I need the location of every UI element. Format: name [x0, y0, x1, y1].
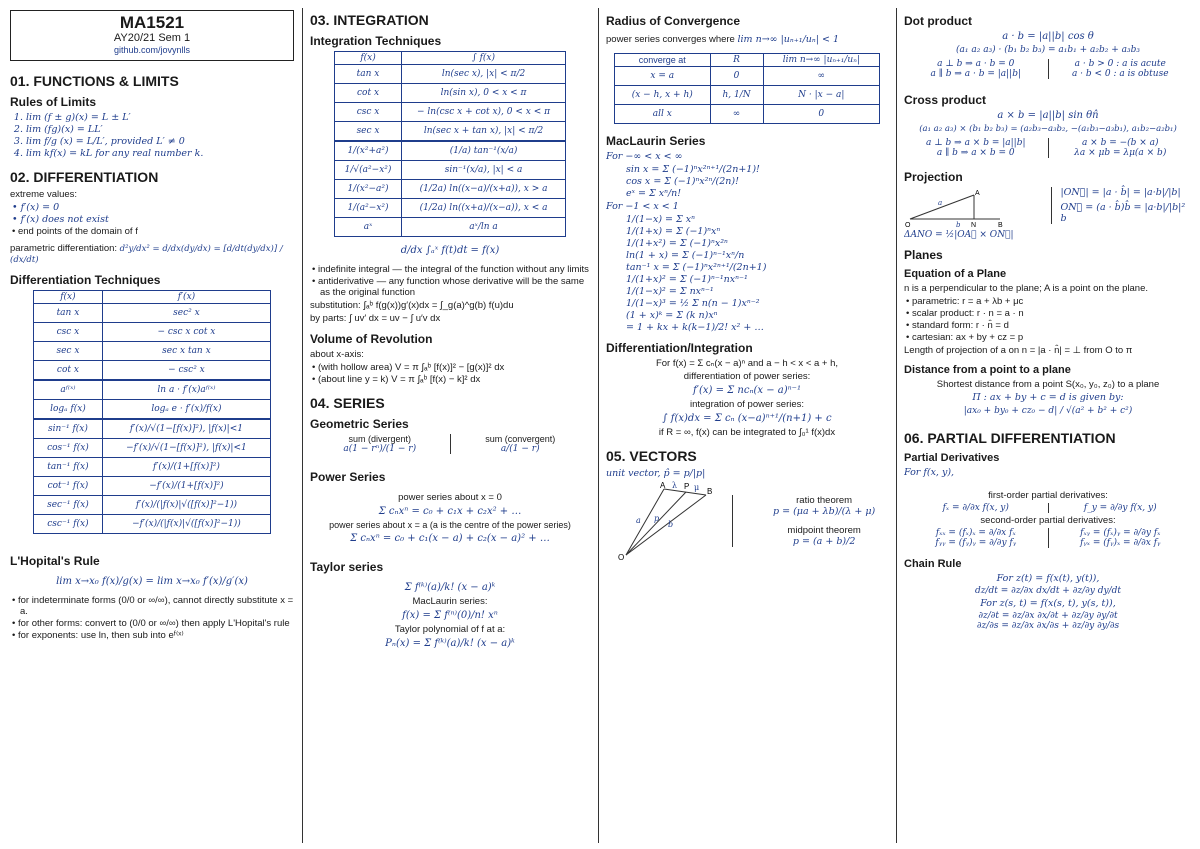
table-cell: 1/√(a²−x²)	[335, 161, 402, 180]
table-cell: cot x	[335, 84, 402, 103]
projection-length: |ON⃗| = |a · b̂| = |a·b|/|b|	[1060, 187, 1181, 198]
fy-formula: f_y = ∂/∂y f(x, y)	[1048, 503, 1193, 513]
list-item: 3. lim f/g (x) = L/L′, provided L′ ≠ 0	[26, 136, 294, 147]
fyy-formula: fᵧᵧ = (fᵧ)ᵧ = ∂/∂y fᵧ	[935, 538, 1017, 548]
column-2	[310, 8, 590, 845]
table-cell: sec² x	[102, 304, 270, 323]
list-item: • for exponents: use ln, then sub into eᶠ⁽ˣ⁾	[20, 630, 294, 641]
table-header: R	[710, 54, 763, 67]
cross-prop: a ∥ b ⇒ a × b = 0	[936, 148, 1015, 158]
projection-diagram	[904, 187, 1014, 227]
table-cell: − csc x cot x	[102, 323, 270, 342]
chain2b-formula: ∂z/∂s = ∂z/∂x ∂x/∂s + ∂z/∂y ∂y/∂s	[976, 621, 1120, 631]
diff-formula: f′(x) = Σ ncₙ(x − a)ⁿ⁻¹	[693, 385, 801, 396]
range-label: For −1 < x < 1	[606, 201, 679, 212]
ftc-formula: d/dx ∫ₐˣ f(t)dt = f(x)	[400, 245, 500, 256]
table-cell: h, 1/N	[710, 86, 763, 105]
list-item: • end points of the domain of f	[20, 226, 294, 237]
table-row	[335, 218, 566, 237]
projection-formulas	[1051, 187, 1192, 224]
table-cell: (x − h, x + h)	[615, 86, 711, 105]
subsection-heading: Dot product	[904, 14, 972, 28]
section-heading: 02. DIFFERENTIATION	[10, 169, 159, 185]
subsection-heading: L'Hopital's Rule	[10, 554, 100, 568]
first-order-label: first-order partial derivatives:	[988, 490, 1108, 501]
fx-formula: fₓ = ∂/∂x f(x, y)	[942, 503, 1009, 513]
taylor-poly-label: Taylor polynomial of f at a:	[394, 624, 506, 635]
dot-prop: a · b > 0 : a is acute	[1074, 59, 1166, 69]
sum-divergent-formula: a(1 − rⁿ)/(1 − r)	[343, 444, 417, 454]
table-row	[34, 342, 271, 361]
table-cell: csc⁻¹ f(x)	[34, 515, 103, 534]
list-item: • (with hollow area) V = π ∫ₐᵇ [f(x)]² − [g(x)]² dx	[320, 362, 590, 373]
table-header: lim n→∞ |uₙ₊₁/uₙ|	[763, 54, 879, 67]
ratio-formula: p = (μa + λb)/(λ + μ)	[773, 506, 876, 517]
series-expansion: 1/(1+x)² = Σ (−1)ⁿ⁻¹nxⁿ⁻¹	[626, 274, 748, 285]
table-row	[34, 323, 271, 342]
chain2-for: For z(s, t) = f(x(s, t), y(s, t)),	[980, 598, 1116, 609]
subsection-heading: Differentiation Techniques	[10, 273, 161, 287]
table-cell: sec⁻¹ f(x)	[34, 496, 103, 515]
table-cell: cos⁻¹ f(x)	[34, 439, 103, 458]
table-cell: sec x tan x	[102, 342, 270, 361]
list-item: • standard form: r · n̂ = d	[914, 320, 1192, 331]
subsection-heading: Integration Techniques	[310, 34, 442, 48]
table-row	[34, 380, 271, 400]
series-expansion: sin x = Σ (−1)ⁿx²ⁿ⁺¹/(2n+1)!	[626, 164, 760, 175]
list-item: • antiderivative — any function whose derivative will be the same as the original function	[320, 276, 590, 298]
differentiation-table	[33, 290, 271, 534]
table-row	[615, 86, 880, 105]
table-header: f′(x)	[102, 291, 270, 304]
subsection-heading: Projection	[904, 170, 963, 184]
title-box	[10, 10, 294, 61]
subsection-heading: Partial Derivatives	[904, 452, 1000, 464]
fyx-formula: fᵧₓ = (fᵧ)ₓ = ∂/∂x fᵧ	[1080, 538, 1161, 548]
distance-formula: |ax₀ + by₀ + cz₀ − d| / √(a² + b² + c²)	[963, 406, 1133, 416]
section-heading: 06. PARTIAL DIFFERENTIATION	[904, 430, 1116, 446]
lhopital-notes	[10, 595, 294, 641]
point-label: A	[660, 481, 666, 490]
table-row	[335, 161, 566, 180]
series-expansion: 1/(1−x)³ = ½ Σ n(n − 1)xⁿ⁻²	[626, 298, 760, 309]
by-parts-rule: by parts: ∫ uv′ dx = uv − ∫ u′v dx	[310, 313, 441, 324]
distance-plane: Π : ax + by + c = d is given by:	[972, 392, 1124, 403]
table-cell: cot x	[34, 361, 103, 381]
github-link[interactable]: github.com/jovynlls	[113, 45, 191, 55]
theorems-box	[732, 495, 875, 547]
point-label: B	[707, 487, 713, 496]
table-cell: −f′(x)/√(1−[f(x)]²), |f(x)|<1	[102, 439, 270, 458]
series-expansion: 1/(1−x) = Σ xⁿ	[626, 214, 695, 225]
int-formula: ∫ f(x)dx = Σ cₙ (x−a)ⁿ⁺¹/(n+1) + c	[662, 413, 832, 424]
series-expansion: 1/(1+x) = Σ (−1)ⁿxⁿ	[626, 226, 721, 237]
table-cell: csc x	[335, 103, 402, 122]
dot-prop: a ⊥ b ⇒ a · b = 0	[937, 59, 1015, 69]
table-cell: − csc² x	[102, 361, 270, 381]
table-cell: aˣ/ln a	[402, 218, 566, 237]
table-cell: sec x	[34, 342, 103, 361]
column-4	[904, 8, 1192, 845]
subsection-heading: Equation of a Plane	[904, 268, 1007, 280]
dot-def: a · b = |a||b| cos θ	[1002, 31, 1094, 42]
table-cell: aᶠ⁽ˣ⁾	[34, 380, 103, 400]
projection-vector: ON⃗ = (a · b̂)b̂ = |a·b|/|b|² b	[1060, 202, 1186, 224]
subsection-heading: Differentiation/Integration	[606, 341, 753, 355]
table-cell: f′(x)/√(1−[f(x)]²), |f(x)|<1	[102, 419, 270, 439]
table-row	[34, 477, 271, 496]
volume-about: about x-axis:	[310, 349, 364, 360]
plane-intro: n is a perpendicular to the plane; A is a point on the plane.	[904, 283, 1149, 294]
dot-prop: a ∥ b ⇒ a · b = |a||b|	[930, 69, 1021, 79]
ratio-label: μ	[694, 483, 700, 492]
list-item: • scalar product: r · n = a · n	[914, 308, 1192, 319]
volume-list	[310, 362, 590, 385]
column-3	[606, 8, 888, 845]
list-item: • for indeterminate forms (0/0 or ∞/∞), cannot directly substitute x = a.	[20, 595, 294, 617]
midpoint-formula: p = (a + b)/2	[792, 536, 856, 547]
point-label: A	[975, 190, 980, 197]
table-cell: x = a	[615, 67, 711, 86]
table-row	[615, 67, 880, 86]
list-item: • f′(x) = 0	[20, 202, 294, 213]
diff-label: differentiation of power series:	[683, 371, 811, 382]
section-heading: 05. VECTORS	[606, 448, 697, 464]
table-row	[335, 84, 566, 103]
table-cell: tan x	[335, 65, 402, 84]
cross-components: (a₁ a₂ a₃) × (b₁ b₂ b₃) = (a₂b₃−a₃b₂, −(a₁b₃−a₃b₁), a₁b₂−a₂b₁)	[919, 124, 1177, 134]
table-cell: ln(sec x), |x| < π/2	[402, 65, 566, 84]
table-cell: f′(x)/(1+[f(x)]²)	[102, 458, 270, 477]
table-cell: 1/(a²−x²)	[335, 199, 402, 218]
vector-label: b	[668, 520, 674, 529]
table-cell: (1/a) tan⁻¹(x/a)	[402, 141, 566, 161]
dot-properties	[904, 59, 1192, 79]
maclaurin-label: MacLaurin series:	[412, 596, 488, 607]
list-item: • f′(x) does not exist	[20, 214, 294, 225]
extreme-label: extreme values:	[10, 189, 78, 200]
table-cell: all x	[615, 105, 711, 124]
projection-length-note: Length of projection of a on n = |a · n̂| = ⊥ from O to π	[904, 345, 1133, 356]
projection-block	[904, 187, 1192, 240]
distance-intro: Shortest distance from a point S(x₀, y₀, z₀) to a plane	[936, 379, 1160, 390]
sum-convergent-formula: a/(1 − r)	[500, 444, 540, 454]
table-cell: sin⁻¹ f(x)	[34, 419, 103, 439]
ratio-label: ratio theorem	[796, 495, 853, 506]
subsection-heading: Planes	[904, 248, 943, 262]
table-cell: sin⁻¹(x/a), |x| < a	[402, 161, 566, 180]
parametric-formula: d²y/dx² = d/dx(dy/dx) = [d/dt(dy/dx)] / (dx/dt)	[10, 244, 283, 265]
fxx-formula: fₓₓ = (fₓ)ₓ = ∂/∂x fₓ	[935, 528, 1016, 538]
chain2a-formula: ∂z/∂t = ∂z/∂x ∂x/∂t + ∂z/∂y ∂y/∂t	[978, 611, 1118, 621]
table-cell: ln a · f′(x)aᶠ⁽ˣ⁾	[102, 380, 270, 400]
limit-rules-list	[10, 112, 294, 159]
cross-prop: a × b = −(b × a)	[1081, 138, 1159, 148]
list-item: • (about line y = k) V = π ∫ₐᵇ [f(x) − k]² dx	[320, 374, 590, 385]
sum-convergent-label: sum (convergent)	[485, 434, 556, 444]
partial-for: For f(x, y),	[904, 467, 955, 478]
list-item: • cartesian: ax + by + cz = p	[914, 332, 1192, 343]
subsection-heading: Cross product	[904, 93, 987, 107]
diff-int-intro: For f(x) = Σ cₙ(x − a)ⁿ and a − h < x < a + h,	[655, 358, 839, 369]
vector-label: p	[654, 514, 660, 523]
extreme-list	[10, 202, 294, 237]
table-row	[34, 458, 271, 477]
parametric-label: parametric differentiation:	[10, 243, 118, 254]
maclaurin-formula: f(x) = Σ f⁽ⁿ⁾(0)/n! xⁿ	[402, 610, 498, 621]
triangle-area-formula: ΔANO = ½|OA⃗ × ON⃗|	[904, 230, 1014, 240]
plane-forms	[904, 296, 1192, 343]
power-about-0: power series about x = 0	[398, 492, 502, 503]
subsection-heading: Power Series	[310, 470, 386, 484]
table-cell: N · |x − a|	[763, 86, 879, 105]
table-cell: tan x	[34, 304, 103, 323]
term-label: AY20/21 Sem 1	[113, 32, 191, 44]
table-row	[34, 304, 271, 323]
table-cell: ln(sin x), 0 < x < π	[402, 84, 566, 103]
point-label: O	[618, 553, 625, 561]
table-cell: − ln(csc x + cot x), 0 < x < π	[402, 103, 566, 122]
table-cell: aˣ	[335, 218, 402, 237]
table-cell: (1/2a) ln((x+a)/(x−a)), x < a	[402, 199, 566, 218]
cross-properties	[904, 138, 1192, 158]
table-row	[34, 400, 271, 420]
fxy-formula: fₓᵧ = (fₓ)ᵧ = ∂/∂y fₓ	[1080, 528, 1161, 538]
dot-components: (a₁ a₂ a₃) · (b₁ b₂ b₃) = a₁b₁ + a₂b₂ + a₃b₃	[956, 45, 1140, 55]
second-order-label: second-order partial derivatives:	[980, 515, 1116, 526]
table-cell: f′(x)/(|f(x)|√([f(x)]²−1))	[102, 496, 270, 515]
table-header: ∫ f(x)	[402, 52, 566, 65]
subsection-heading: MacLaurin Series	[606, 134, 706, 148]
table-row	[335, 103, 566, 122]
unit-vector: unit vector, p̂ = p/|p|	[606, 468, 706, 479]
table-cell: 0	[763, 105, 879, 124]
subsection-heading: Rules of Limits	[10, 95, 97, 109]
power-series-0: Σ cₙxⁿ = c₀ + c₁x + c₂x² + …	[378, 506, 522, 517]
table-cell: 0	[710, 67, 763, 86]
substitution-rule: substitution: ∫ₐᵇ f(g(x))g′(x)dx = ∫_g(a)^g(b) f(u)du	[310, 300, 514, 311]
projection-left	[904, 187, 1051, 240]
table-cell: logₐ f(x)	[34, 400, 103, 420]
radius-table	[614, 53, 880, 124]
series-expansion: eˣ = Σ xⁿ/n!	[626, 188, 682, 199]
table-cell: ∞	[710, 105, 763, 124]
chain1-for: For z(t) = f(x(t), y(t)),	[996, 573, 1100, 584]
subsection-heading: Chain Rule	[904, 558, 962, 570]
table-row	[34, 515, 271, 534]
vector-label: a	[938, 199, 943, 207]
sum-divergent-label: sum (divergent)	[348, 434, 412, 444]
series-expansion: 1/(1+x²) = Σ (−1)ⁿx²ⁿ	[626, 238, 728, 249]
table-row	[335, 141, 566, 161]
table-header: f(x)	[34, 291, 103, 304]
parametric-row	[10, 243, 294, 265]
vector-label: b	[956, 221, 961, 227]
table-row	[335, 122, 566, 142]
maclaurin-list-1	[606, 164, 888, 199]
series-expansion: 1/(1−x)² = Σ nxⁿ⁻¹	[626, 286, 714, 297]
table-row	[335, 65, 566, 84]
column-1	[10, 8, 294, 845]
power-series-a: Σ cₙxⁿ = c₀ + c₁(x − a) + c₂(x − a)² + …	[350, 533, 550, 544]
integration-table	[334, 51, 566, 237]
integration-notes	[310, 264, 590, 298]
table-cell: ∞	[763, 67, 879, 86]
taylor-poly-formula: Pₙ(x) = Σ f⁽ᵏ⁾(a)/k! (x − a)ᵏ	[385, 638, 515, 649]
list-item: • parametric: r = a + λb + μc	[914, 296, 1192, 307]
table-cell: ln(sec x + tan x), |x| < π/2	[402, 122, 566, 142]
cross-prop: λa × μb = λμ(a × b)	[1074, 148, 1167, 158]
radius-condition: lim n→∞ |uₙ₊₁/uₙ| < 1	[737, 34, 840, 45]
power-about-a: power series about x = a (a is the centre of the power series)	[329, 520, 571, 530]
cross-def: a × b = |a||b| sin θn̂	[997, 110, 1099, 121]
list-item: • for other forms: convert to (0/0 or ∞/∞) then apply L'Hopital's rule	[20, 618, 294, 629]
table-cell: −f′(x)/(1+[f(x)]²)	[102, 477, 270, 496]
ratio-label: λ	[672, 481, 678, 490]
section-heading: 03. INTEGRATION	[310, 12, 429, 28]
chain1-formula: dz/dt = ∂z/∂x dx/dt + ∂z/∂y dy/dt	[975, 586, 1121, 596]
column-divider	[302, 8, 303, 843]
vector-theorems	[606, 481, 888, 561]
radius-intro-row	[606, 34, 888, 45]
dot-prop: a · b < 0 : a is obtuse	[1071, 69, 1169, 79]
column-divider	[598, 8, 599, 843]
list-item: 2. lim (fg)(x) = LL′	[26, 124, 294, 135]
subsection-heading: Distance from a point to a plane	[904, 364, 1071, 376]
table-cell: 1/(x²−a²)	[335, 180, 402, 199]
point-label: O	[905, 222, 911, 227]
geometric-sums	[310, 434, 590, 454]
cross-prop: a ⊥ b ⇒ a × b = |a||b|	[926, 138, 1026, 148]
section-heading: 04. SERIES	[310, 395, 385, 411]
series-expansion: = 1 + kx + k(k−1)/2! x² + …	[626, 322, 764, 333]
table-cell: csc x	[34, 323, 103, 342]
table-header: f(x)	[335, 52, 402, 65]
subsection-heading: Volume of Revolution	[310, 332, 433, 346]
range-label: For −∞ < x < ∞	[606, 151, 683, 162]
series-expansion: (1 + x)ᵏ = Σ (k n)xⁿ	[626, 310, 718, 321]
table-cell: sec x	[335, 122, 402, 142]
table-cell: (1/2a) ln((x−a)/(x+a)), x > a	[402, 180, 566, 199]
table-row	[335, 199, 566, 218]
subsection-heading: Radius of Convergence	[606, 14, 741, 28]
vector-b-line	[626, 495, 706, 555]
lhopital-formula: lim x→x₀ f(x)/g(x) = lim x→x₀ f′(x)/g′(x)	[56, 576, 248, 587]
table-cell: 1/(x²+a²)	[335, 141, 402, 161]
table-row	[34, 419, 271, 439]
series-expansion: tan⁻¹ x = Σ (−1)ⁿx²ⁿ⁺¹/(2n+1)	[626, 262, 767, 273]
table-row	[34, 439, 271, 458]
radius-intro: power series converges where	[606, 34, 735, 45]
section-heading: 01. FUNCTIONS & LIMITS	[10, 73, 179, 89]
point-label: B	[998, 222, 1003, 227]
table-row	[34, 361, 271, 381]
point-label: N	[971, 222, 977, 227]
int-label: integration of power series:	[689, 399, 805, 410]
point-label: P	[684, 482, 690, 491]
taylor-series: Σ f⁽ᵏ⁾(a)/k! (x − a)ᵏ	[404, 582, 496, 593]
series-expansion: cos x = Σ (−1)ⁿx²ⁿ/(2n)!	[626, 176, 739, 187]
list-item: • indefinite integral — the integral of the function without any limits	[320, 264, 590, 275]
first-order-derivatives	[904, 503, 1192, 513]
list-item: 1. lim (f ± g)(x) = L ± L′	[26, 112, 294, 123]
diff-int-note: if R = ∞, f(x) can be integrated to ∫₀¹ f(x)dx	[658, 427, 836, 438]
subsection-heading: Geometric Series	[310, 417, 409, 431]
table-cell: tan⁻¹ f(x)	[34, 458, 103, 477]
course-title: MA1521	[119, 13, 185, 32]
table-row	[615, 105, 880, 124]
table-header: converge at	[615, 54, 711, 67]
series-expansion: ln(1 + x) = Σ (−1)ⁿ⁻¹xⁿ/n	[626, 250, 745, 261]
ratio-triangle-diagram	[606, 481, 716, 561]
column-divider	[896, 8, 897, 843]
table-row	[34, 496, 271, 515]
maclaurin-list-2	[606, 214, 888, 333]
second-order-derivatives	[904, 528, 1192, 548]
list-item: 4. lim kf(x) = kL for any real number k.	[26, 148, 294, 159]
vector-label: a	[636, 516, 641, 525]
subsection-heading: Taylor series	[310, 560, 384, 574]
table-row	[335, 180, 566, 199]
table-cell: −f′(x)/(|f(x)|√([f(x)]²−1))	[102, 515, 270, 534]
table-cell: cot⁻¹ f(x)	[34, 477, 103, 496]
vector-p-line	[626, 492, 686, 555]
table-cell: logₐ e · f′(x)/f(x)	[102, 400, 270, 420]
midpoint-label: midpoint theorem	[787, 525, 861, 536]
